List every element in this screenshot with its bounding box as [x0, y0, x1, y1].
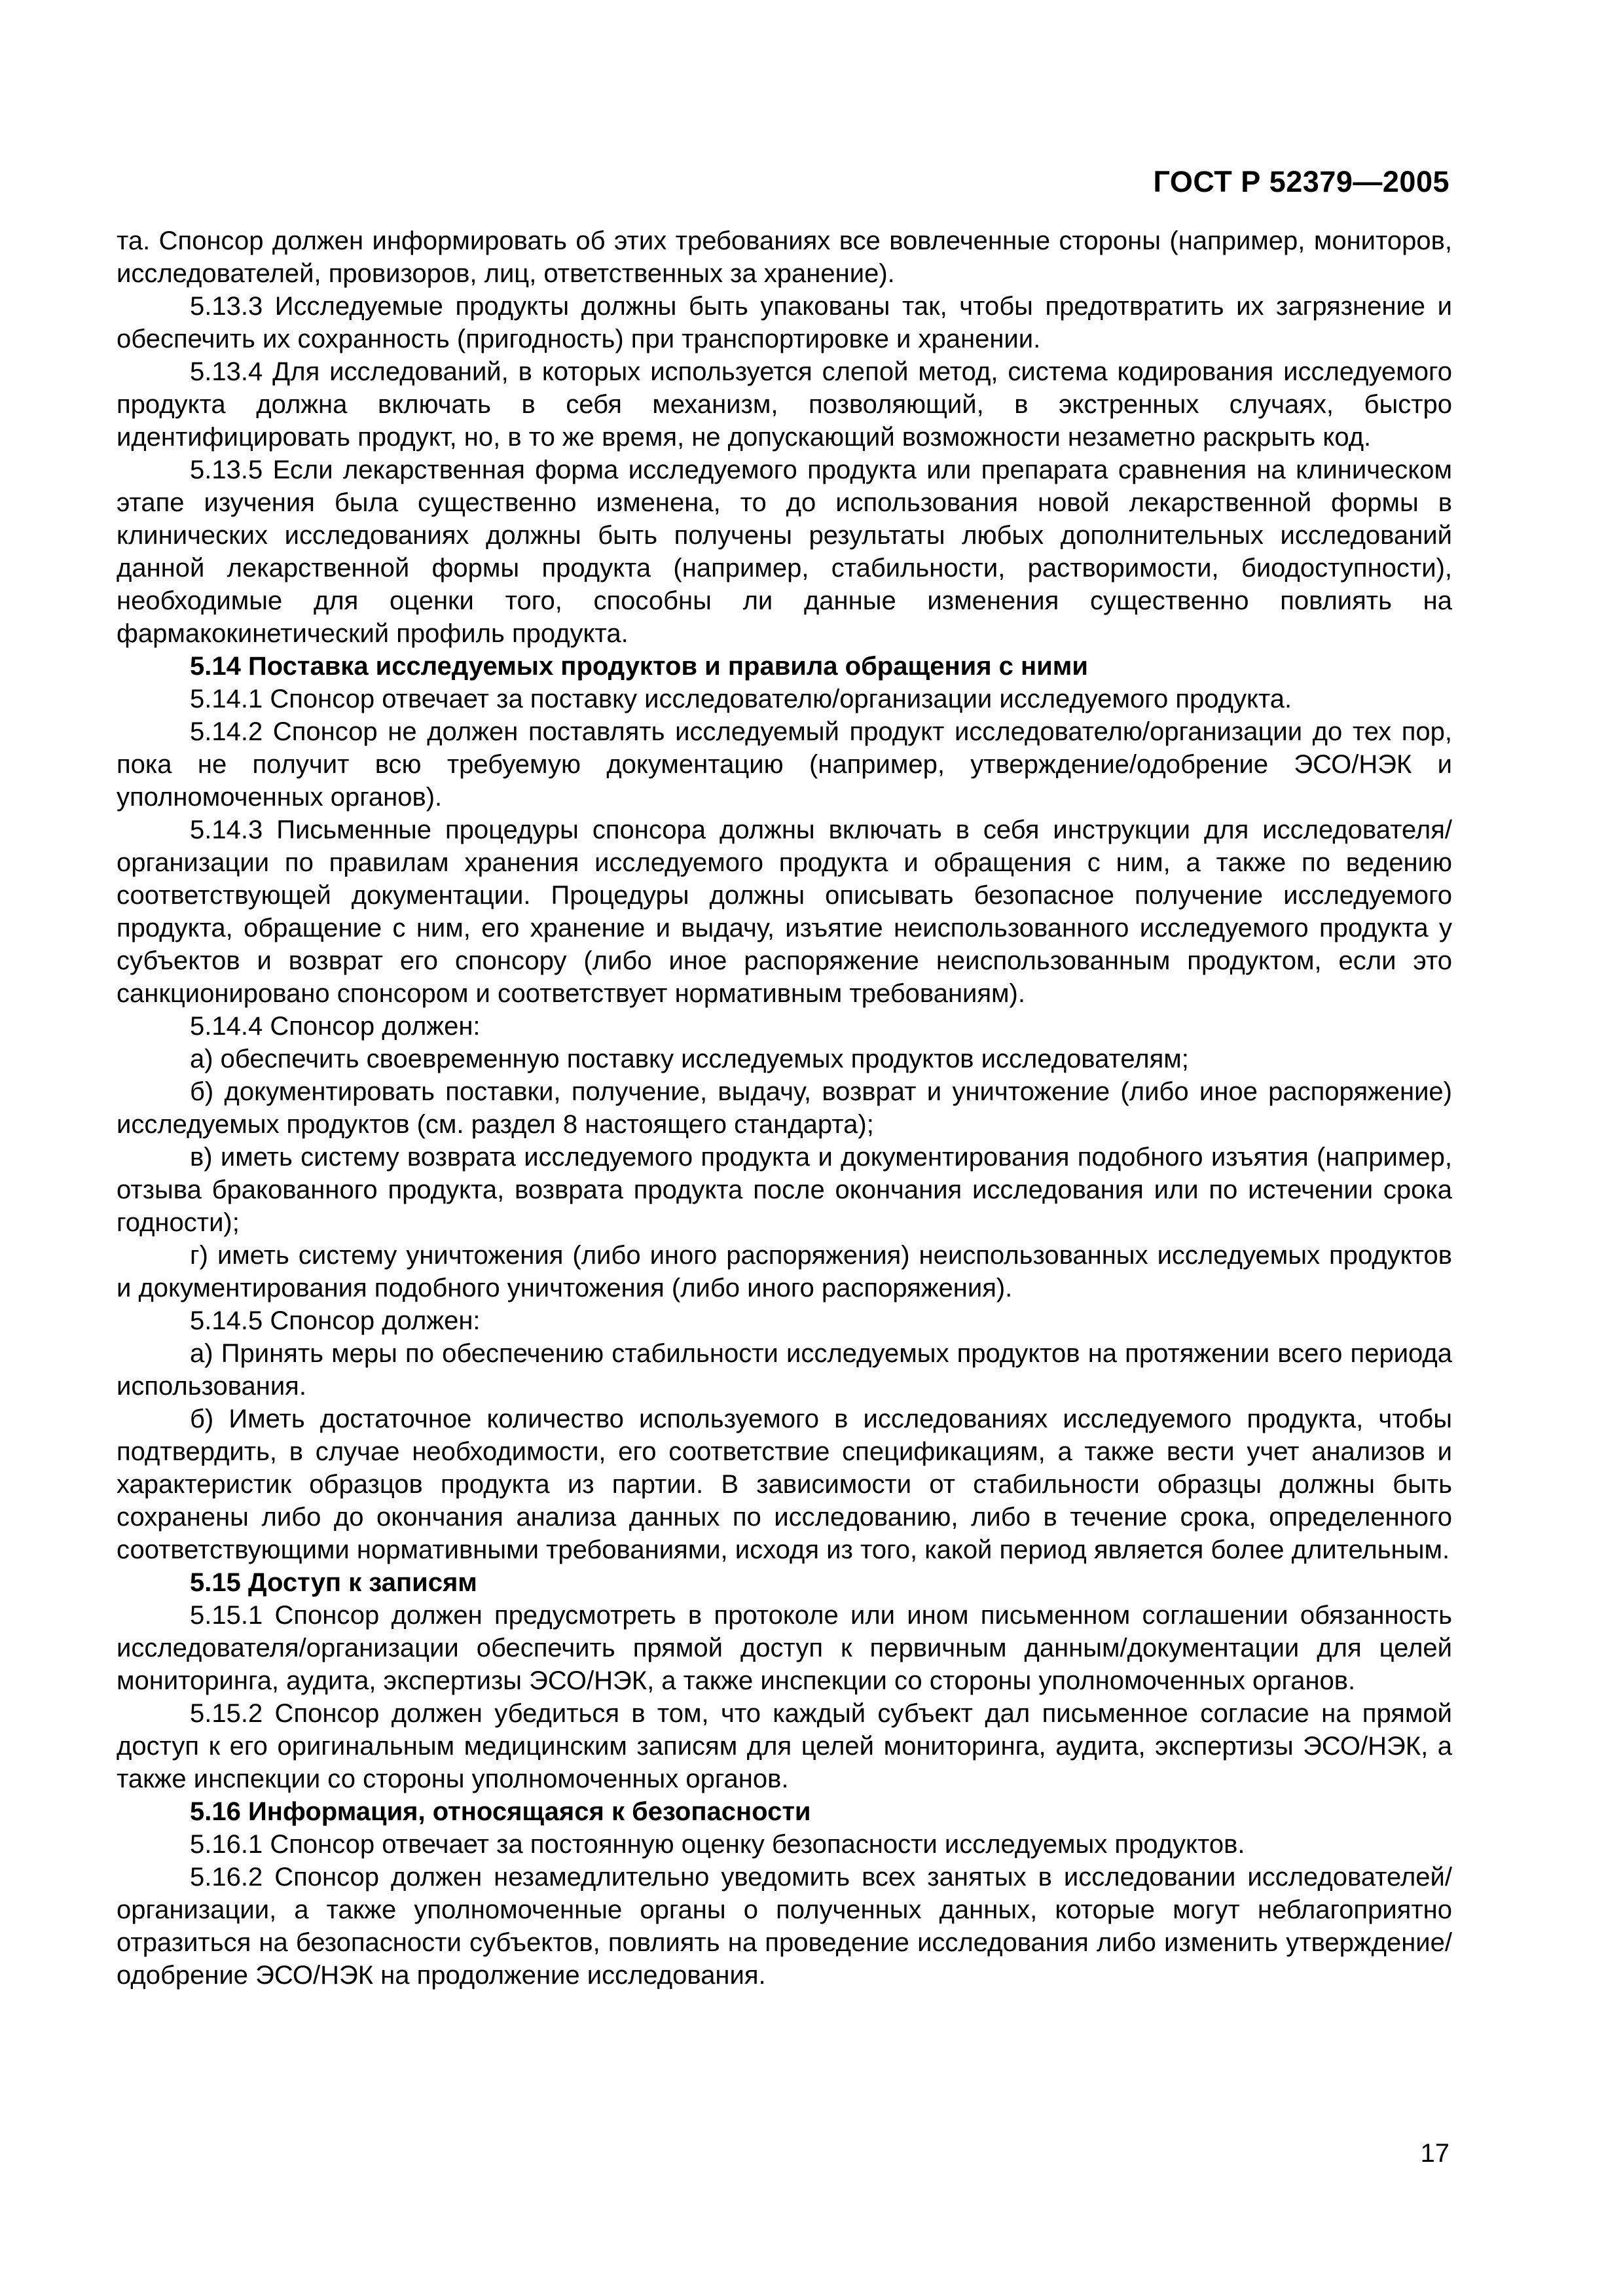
section-heading-5-15: 5.15 Доступ к записям	[190, 1568, 477, 1597]
list-item-5-14-4-a: а) обеспечить своевременную поставку исследуемых продуктов исследователям;	[190, 1045, 1189, 1073]
section-heading-5-14: 5.14 Поставка исследуемых продуктов и правила обращения с ними	[190, 652, 1088, 681]
paragraph-continuation: та. Спонсор должен информировать об этих требованиях все вовлеченные стороны (например, мониторов, исследователей, провизоров, лиц, ответственных за хранение).	[117, 226, 1452, 288]
paragraph-5-14-2: 5.14.2 Спонсор не должен поставлять исследуемый продукт исследователю/организации до тех пор, пока не получит всю требуемую документацию (например, утверждение/одобрение ЭСО/НЭК и уполномоченных органов).	[117, 717, 1452, 812]
paragraph-5-16-2: 5.16.2 Спонсор должен незамедлительно уведомить всех занятых в исследовании исследователей/организации, а также уполномоченные органы о полученных данных, которые могут неблагоприятно отразиться на безопасности субъектов, повлиять на проведение исследования либо изменить утверждение/одобрение ЭСО/НЭК на продолжение исследования.	[117, 1863, 1452, 1990]
document-header: ГОСТ Р 52379—2005	[1153, 165, 1450, 198]
paragraph-5-14-5: 5.14.5 Спонсор должен:	[190, 1306, 481, 1335]
page-number: 17	[1420, 2139, 1450, 2168]
list-item-5-14-5-a: а) Принять меры по обеспечению стабильности исследуемых продуктов на протяжении всего периода использования.	[117, 1339, 1452, 1401]
paragraph-5-14-1: 5.14.1 Спонсор отвечает за поставку исследователю/организации исследуемого продукта.	[190, 685, 1292, 713]
paragraph-5-16-1: 5.16.1 Спонсор отвечает за постоянную оценку безопасности исследуемых продуктов.	[190, 1830, 1245, 1859]
paragraph-5-15-2: 5.15.2 Спонсор должен убедиться в том, что каждый субъект дал письменное согласие на прямой доступ к его оригинальным медицинским записям для целей мониторинга, аудита, экспертизы ЭСО/НЭК, а также инспекции со стороны уполномоченных органов.	[117, 1699, 1452, 1793]
list-item-5-14-4-b: б) документировать поставки, получение, выдачу, возврат и уничтожение (либо иное распоряжение) исследуемых продуктов (см. раздел 8 настоящего стандарта);	[117, 1077, 1452, 1139]
paragraph-5-14-4: 5.14.4 Спонсор должен:	[190, 1012, 481, 1041]
paragraph-5-13-5: 5.13.5 Если лекарственная форма исследуемого продукта или препарата сравнения на клиническом этапе изучения была существенно изменена, то до использования новой лекарственной формы в клинических исследованиях должны быть получены результаты любых дополнительных исследований данной лекарственной формы продукта (например, стабильности, растворимости, биодоступности), необходимые для оценки того, способны ли данные изменения существенно повлиять на фармакокинетический профиль продукта.	[117, 456, 1452, 648]
paragraph-5-14-3: 5.14.3 Письменные процедуры спонсора должны включать в себя инструкции для исследователя/организации по правилам хранения исследуемого продукта и обращения с ним, а также по ведению соответствующей документации. Процедуры должны описывать безопасное получение исследуемого продукта, обращение с ним, его хранение и выдачу, изъятие неиспользованного исследуемого продукта у субъектов и возврат его спонсору (либо иное распоряжение неиспользованным продуктом, если это санкционировано спонсором и соответствует нормативным требованиям).	[117, 816, 1452, 1008]
list-item-5-14-5-b: б) Иметь достаточное количество используемого в исследованиях исследуемого продукта, чтобы подтвердить, в случае необходимости, его соответствие спецификациям, а также вести учет анализов и характеристик образцов продукта из партии. В зависимости от стабильности образцы должны быть сохранены либо до окончания анализа данных по исследованию, либо в течение срока, определенного соответствующими нормативными требованиями, исходя из того, какой период является более длительным.	[117, 1405, 1452, 1564]
document-body	[117, 224, 1452, 1992]
paragraph-5-13-3: 5.13.3 Исследуемые продукты должны быть упакованы так, чтобы предотвратить их загрязнение и обеспечить их сохранность (пригодность) при транспортировке и хранении.	[117, 292, 1452, 353]
paragraph-5-15-1: 5.15.1 Спонсор должен предусмотреть в протоколе или ином письменном соглашении обязанность исследователя/организации обеспечить прямой доступ к первичным данным/документации для целей мониторинга, аудита, экспертизы ЭСО/НЭК, а также инспекции со стороны уполномоченных органов.	[117, 1601, 1452, 1695]
list-item-5-14-4-g: г) иметь систему уничтожения (либо иного распоряжения) неиспользованных исследуемых продуктов и документирования подобного уничтожения (либо иного распоряжения).	[117, 1241, 1452, 1302]
section-heading-5-16: 5.16 Информация, относящаяся к безопасности	[190, 1797, 811, 1826]
list-item-5-14-4-v: в) иметь систему возврата исследуемого продукта и документирования подобного изъятия (например, отзыва бракованного продукта, возврата продукта после окончания исследования или по истечении срока годности);	[117, 1143, 1452, 1237]
paragraph-5-13-4: 5.13.4 Для исследований, в которых используется слепой метод, система кодирования исследуемого продукта должна включать в себя механизм, позволяющий, в экстренных случаях, быстро идентифицировать продукт, но, в то же время, не допускающий возможности незаметно раскрыть код.	[117, 357, 1452, 452]
